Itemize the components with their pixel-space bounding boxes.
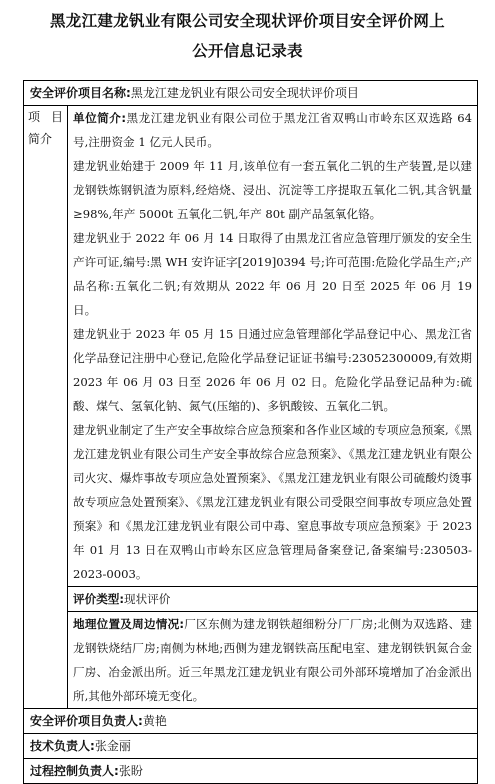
license-paragraph: 建龙钒业于 2022 年 06 月 14 日取得了由黑龙江省应急管理厅颁发的安全生产许可证,编号:黑 WH 安许证字[2019]0394 号;许可范围:危险化学品生产;产品名称:五氧化二钒;有效期从 2022 年 06 月 20 日至 2025 年 06 月 19 日。 [73, 231, 472, 317]
history-paragraph: 建龙钒业始建于 2009 年 11 月,该单位有一套五氧化二钒的生产装置,是以建龙钢铁炼钢钒渣为原料,经焙烧、浸出、沉淀等工序提取五氧化二钒,其含钒量≥98%,年产 5000t 五氧化二钒,年产 80t 副产品氢氧化铬。 [73, 159, 472, 221]
process-control-value: 张盼 [118, 764, 143, 778]
title-line-2: 公开信息记录表 [192, 42, 303, 60]
unit-intro-paragraph [73, 106, 472, 154]
location-label: 地理位置及周边情况: [73, 617, 185, 631]
location-section [68, 612, 477, 708]
project-intro-body [68, 106, 477, 708]
eval-type-section [68, 587, 477, 612]
project-intro-label: 项 目 简介 [24, 106, 68, 708]
tech-lead-value: 张金丽 [94, 739, 131, 753]
project-name-label: 安全评价项目名称: [30, 86, 131, 100]
unit-intro-text: 黑龙江建龙钒业有限公司位于黑龙江省双鸭山市岭东区双选路 64 号,注册资金 1 亿元人民币。 [73, 111, 472, 149]
unit-intro-section [68, 106, 477, 587]
project-name-value: 黑龙江建龙钒业有限公司安全现状评价项目 [130, 86, 359, 100]
leader-value: 黄艳 [142, 714, 167, 728]
eval-type-label: 评价类型: [73, 592, 125, 606]
document-title [0, 6, 495, 66]
process-control-label: 过程控制负责人: [30, 764, 119, 778]
leader-row [24, 709, 477, 734]
tech-lead-label: 技术负责人: [30, 739, 95, 753]
leader-label: 安全评价项目负责人: [30, 714, 143, 728]
unit-intro-label: 单位简介: [73, 111, 127, 125]
eval-type-value: 现状评价 [124, 592, 171, 606]
location-text: 厂区东侧为建龙钢铁超细粉分厂厂房;北侧为双选路、建龙钢铁烧结厂房;南侧为林地;西侧为建龙钢铁高压配电室、建龙钢铁钒氮合金厂房、冶金派出所。近三年黑龙江建龙钒业有限公司外部环境增加了冶金派出所,其他外部环境无变化。 [73, 617, 472, 703]
project-intro-row [24, 106, 477, 709]
tech-lead-row [24, 734, 477, 759]
info-table [23, 80, 478, 784]
registration-paragraph: 建龙钒业于 2023 年 05 月 15 日通过应急管理部化学品登记中心、黑龙江省化学品登记注册中心登记,危险化学品登记证证书编号:23052300009,有效期 2023 年 06 月 03 日至 2026 年 06 月 02 日。危险化学品登记品种为:硫酸、煤气、氢氧化钠、氮气(压缩的)、多钒酸铵、五氧化二钒。 [73, 327, 472, 413]
process-control-row [24, 759, 477, 783]
title-line-1: 黑龙江建龙钒业有限公司安全现状评价项目安全评价网上 [49, 12, 445, 30]
project-name-row [24, 81, 477, 106]
emergency-plan-paragraph: 建龙钒业制定了生产安全事故综合应急预案和各作业区域的专项应急预案,《黑龙江建龙钒业有限公司生产安全事故综合应急预案》、《黑龙江建龙钒业有限公司火灾、爆炸事故专项应急处置预案》、《黑龙江建龙钒业有限公司硫酸灼烫事故专项应急处置预案》、《黑龙江建龙钒业有限公司受限空间事故专项应急处置预案》和《黑龙江建龙钒业有限公司中毒、窒息事故专项应急预案》于 2023 年 01 月 13 日在双鸭山市岭东区应急管理局备案登记,备案编号:230503-2023-0003。 [73, 423, 472, 581]
